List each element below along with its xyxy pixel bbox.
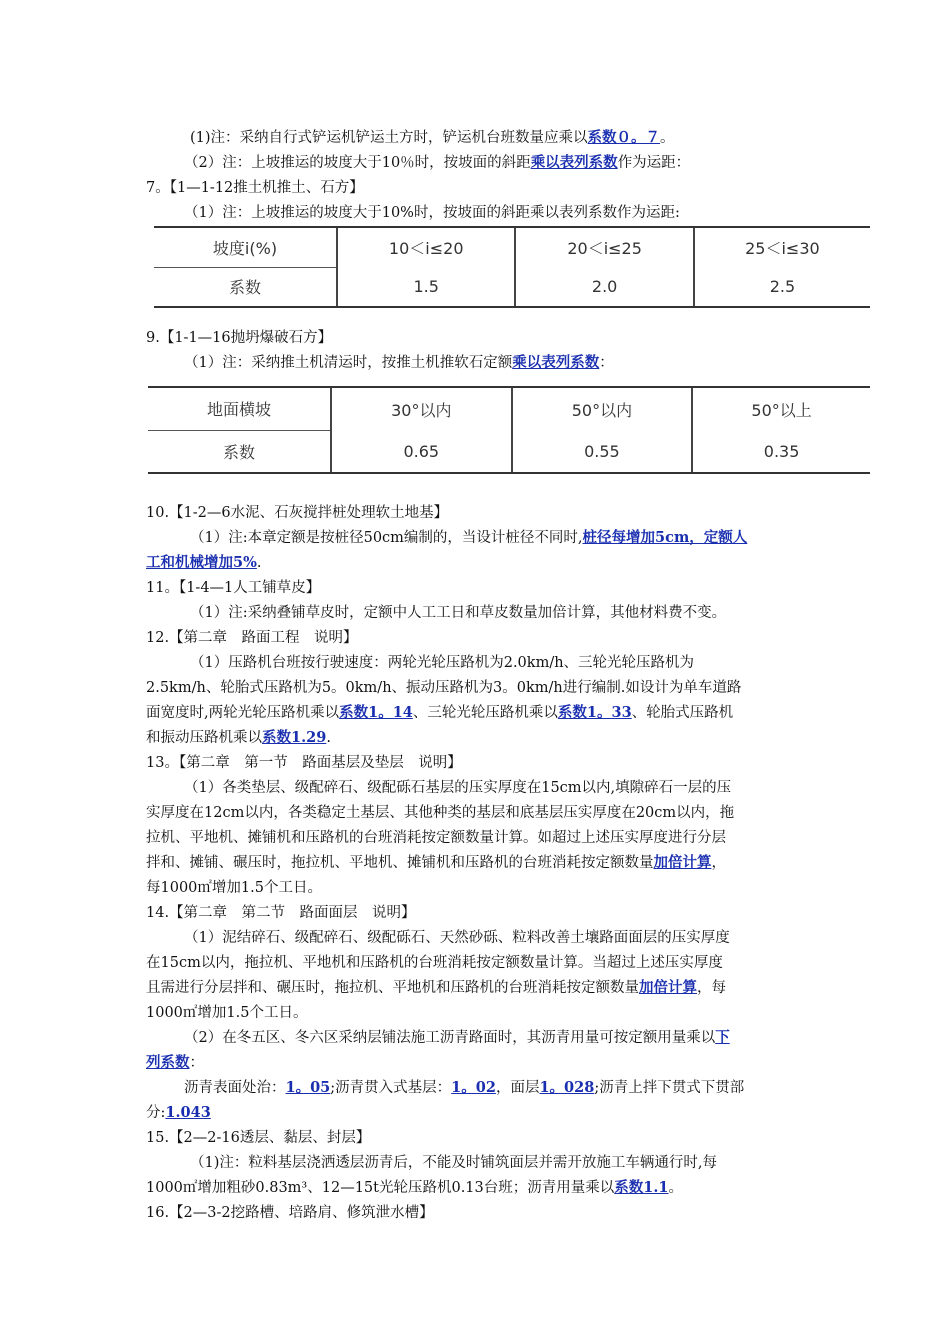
table1-header-range-1: 10＜i≤20 — [337, 227, 515, 267]
para-surface-3: 且需进行分层拌和、碾压时，拖拉机、平地机和压路机的台班消耗按定额数量加倍计算，每 — [146, 979, 726, 996]
link-table-coefficient-2[interactable]: 乘以表列系数 — [512, 354, 600, 371]
table1-header-range-2: 20＜i≤25 — [515, 227, 693, 267]
table2-header-slope: 地面横坡 — [148, 387, 331, 430]
section-heading-16: 16.【2—3-2挖路槽、培路肩、修筑泄水槽】 — [146, 1205, 434, 1221]
table1-value-1: 1.5 — [337, 267, 515, 307]
link-pile-increase-cont[interactable]: 工和机械增加5% — [146, 554, 257, 571]
link-coefficient-1-1[interactable]: 系数1.1 — [614, 1179, 669, 1196]
para-roller-1: （1）压路机台班按行驶速度：两轮光轮压路机为2.0km/h、三轮光轮压路机为 — [190, 655, 695, 671]
link-coefficient-list-cont[interactable]: 列系数 — [146, 1054, 190, 1071]
table2-header-3: 50°以上 — [692, 387, 870, 430]
note-scraper-coefficient: (1)注：采纳自行式铲运机铲运土方时，铲运机台班数量应乘以系数０。７。 — [190, 129, 675, 146]
section-heading-10: 10.【1-2—6水泥、石灰搅拌桩处理软土地基】 — [146, 505, 449, 521]
para-roller-4: 和振动压路机乘以系数1.29. — [146, 729, 331, 746]
link-coefficient-1-14[interactable]: 系数1。14 — [339, 704, 413, 721]
link-coefficient-1-33[interactable]: 系数1。33 — [557, 704, 632, 721]
note-slope-distance-1: （2）注：上坡推运的坡度大于10％时，按坡面的斜距乘以表列系数作为运距： — [184, 154, 691, 171]
link-coefficient-0-7[interactable]: 系数０。７ — [587, 129, 661, 146]
table1-row-label: 系数 — [154, 267, 337, 307]
section-heading-11: 11。【1-4—1人工铺草皮】 — [146, 580, 321, 596]
para-asphalt-4: 分:1.043 — [146, 1104, 211, 1121]
para-base-5: 每1000㎡增加1.5个工日。 — [146, 880, 322, 896]
para-asphalt-1: （2）在冬五区、冬六区采纳层铺法施工沥青路面时，其沥青用量可按定额用量乘以下 — [184, 1029, 730, 1046]
para-asphalt-3: 沥青表面处治：1。05;沥青贯入式基层：1。02，面层1。028;沥青上拌下贯式下贯部 — [184, 1079, 745, 1096]
note-slope-distance-2: （1）注：上坡推运的坡度大于10%时，按坡面的斜距乘以表列系数作为运距: — [184, 205, 680, 221]
table2-header-1: 30°以内 — [331, 387, 512, 430]
table1-header-range-3: 25＜i≤30 — [694, 227, 870, 267]
section-heading-12: 12.【第二章 路面工程 说明】 — [146, 630, 358, 646]
table2-value-2: 0.55 — [512, 430, 693, 473]
table2-value-1: 0.65 — [331, 430, 512, 473]
para-base-1: （1）各类垫层、级配碎石、级配砾石基层的压实厚度在15cm以内,填隙碎石一层的压 — [184, 780, 732, 796]
para-prime-coat-2: 1000㎡增加粗砂0.83m³、12—15t光轮压路机0.13台班；沥青用量乘以系数1.1。 — [146, 1179, 683, 1196]
note-turf: （1）注:采纳叠铺草皮时，定额中人工工日和草皮数量加倍计算，其他材料费不变。 — [190, 605, 727, 621]
link-coefficient-list[interactable]: 下 — [715, 1029, 730, 1046]
para-surface-4: 1000㎡增加1.5个工日。 — [146, 1005, 308, 1021]
para-roller-3: 面宽度时,两轮光轮压路机乘以系数1。14、三轮光轮压路机乘以系数1。33、轮胎式压路机 — [146, 704, 734, 721]
note-pile-diameter-cont: 工和机械增加5%. — [146, 554, 262, 571]
slope-angle-table — [148, 386, 870, 474]
section-heading-14: 14.【第二章 第二节 路面面层 说明】 — [146, 905, 416, 921]
link-coefficient-1-29[interactable]: 系数1.29 — [262, 729, 327, 746]
link-double-calc-2[interactable]: 加倍计算 — [639, 979, 697, 996]
para-asphalt-2: 列系数： — [146, 1054, 204, 1071]
section-heading-13: 13。【第二章 第一节 路面基层及垫层 说明】 — [146, 755, 462, 771]
section-heading-15: 15.【2—2-16透层、黏层、封层】 — [146, 1130, 371, 1146]
link-double-calc-1[interactable]: 加倍计算 — [653, 854, 712, 871]
section-heading-9: 9.【1-1—16抛坍爆破石方】 — [146, 330, 333, 346]
link-value-1-05[interactable]: 1。05 — [285, 1079, 331, 1096]
link-pile-increase[interactable]: 桩径每增加5cm，定额人 — [582, 529, 748, 546]
note-pile-diameter: （1）注:本章定额是按桩径50cm编制的，当设计桩径不同时,桩径每增加5cm，定额人 — [190, 529, 748, 546]
para-base-4: 拌和、摊铺、碾压时，拖拉机、平地机、摊铺机和压路机的台班消耗按定额数量加倍计算， — [146, 854, 726, 871]
table1-value-2: 2.0 — [515, 267, 693, 307]
link-value-1-028[interactable]: 1。028 — [539, 1079, 595, 1096]
table2-header-2: 50°以内 — [512, 387, 693, 430]
note-bulldozer: （1）注：采纳推土机清运时，按推土机推软石定额乘以表列系数： — [184, 354, 614, 371]
para-prime-coat-1: （1)注：粒料基层浇洒透层沥青后，不能及时铺筑面层并需开放施工车辆通行时,每 — [190, 1155, 717, 1171]
para-base-3: 拉机、平地机、摊铺机和压路机的台班消耗按定额数量计算。如超过上述压实厚度进行分层 — [146, 830, 726, 846]
table2-value-3: 0.35 — [692, 430, 870, 473]
link-value-1-043[interactable]: 1.043 — [165, 1104, 211, 1121]
para-roller-2: 2.5km/h、轮胎式压路机为5。0km/h、振动压路机为3。0km/h进行编制.如设计为单车道路 — [146, 680, 742, 696]
link-value-1-02[interactable]: 1。02 — [451, 1079, 496, 1096]
link-table-coefficient-1[interactable]: 乘以表列系数 — [530, 154, 618, 171]
table1-header-slope: 坡度i(%) — [154, 227, 337, 267]
section-heading-7: 7。【1—1-12推土机推土、石方】 — [146, 180, 364, 196]
para-base-2: 实厚度在12cm以内，各类稳定土基层、其他种类的基层和底基层压实厚度在20cm以内，拖 — [146, 805, 735, 821]
table1-value-3: 2.5 — [694, 267, 870, 307]
para-surface-1: （1）泥结碎石、级配碎石、级配砾石、天然砂砾、粒料改善土壤路面面层的压实厚度 — [184, 930, 730, 946]
table2-row-label: 系数 — [148, 430, 331, 473]
slope-coefficient-table — [154, 226, 870, 308]
para-surface-2: 在15cm以内，拖拉机、平地机和压路机的台班消耗按定额数量计算。当超过上述压实厚度 — [146, 955, 723, 971]
